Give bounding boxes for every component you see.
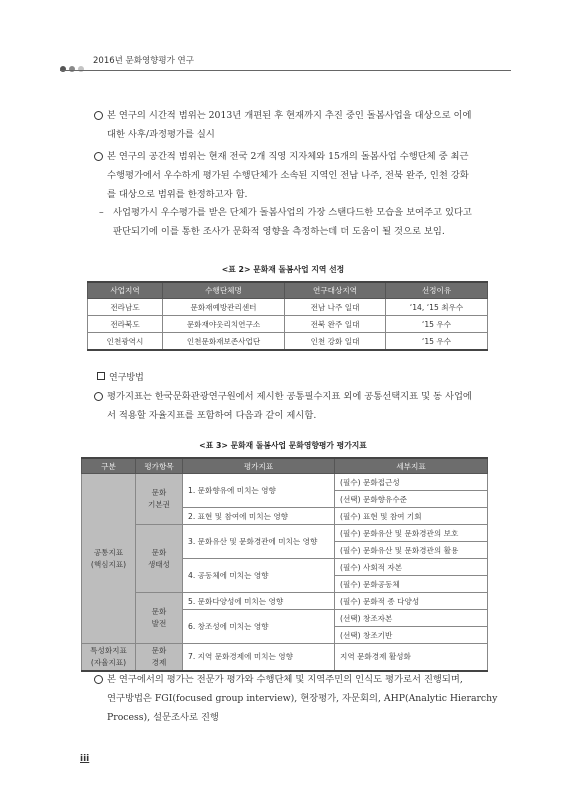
dash-bullet-icon: – xyxy=(99,207,104,218)
category-label: 특성화지표 xyxy=(90,645,127,655)
column-header: 평가지표 xyxy=(183,458,335,474)
text-line: Process), 설문조사로 진행 xyxy=(107,712,219,723)
paragraph-indicators xyxy=(107,387,472,425)
indicator-cell: 2. 표현 및 참여에 미치는 영향 xyxy=(183,508,335,525)
table-cell: 전북 완주 일대 xyxy=(285,316,386,333)
text-line: 평가지표는 한국문화관광연구원에서 제시한 공통필수지표 외에 공통선택지표 및 동 사업에 xyxy=(107,391,472,402)
text-line: 본 연구의 공간적 범위는 현재 전국 2개 직영 지자체와 15개의 돌봄사업 수행단체 중 최근 xyxy=(107,151,469,162)
dot-icon xyxy=(60,66,66,72)
indicator-cell: 3. 문화유산 및 문화경관에 미치는 영향 xyxy=(183,525,335,559)
item-label: 문화 xyxy=(151,488,167,497)
item-label: 문화 xyxy=(151,645,167,655)
paragraph-dash-note xyxy=(113,203,472,241)
text-line: 연구방법은 FGI(focused group interview), 현장평가, 자문회의, AHP(Analytic Hierarchy xyxy=(107,693,498,704)
table-cell: 문화재예방관리센터 xyxy=(163,299,285,316)
table-cell: 인천광역시 xyxy=(88,333,163,351)
indicator-cell: 6. 창조성에 미치는 영향 xyxy=(183,610,335,644)
header-title: 2016년 문화영향평가 연구 xyxy=(93,56,194,66)
table-row xyxy=(82,474,488,491)
indicator-cell: 1. 문화향유에 미치는 영향 xyxy=(183,474,335,508)
detail-cell: (선택) 문화향유수준 xyxy=(335,491,488,508)
detail-cell: (필수) 사회적 자본 xyxy=(335,559,488,576)
column-header: 연구대상지역 xyxy=(285,282,386,299)
category-label: (핵심지표) xyxy=(90,559,127,569)
column-header: 사업지역 xyxy=(88,282,163,299)
dot-icon xyxy=(78,66,84,72)
detail-cell: 지역 문화경제 활성화 xyxy=(335,644,488,671)
item-cell xyxy=(136,593,183,644)
text-line: 본 연구의 시간적 범위는 2013년 개편된 후 현재까지 추진 중인 돌봄사업을 대상으로 이에 xyxy=(107,110,472,121)
page-number: iii xyxy=(80,754,90,764)
table-header-row xyxy=(82,458,488,474)
paragraph-method-description xyxy=(107,670,497,727)
detail-cell: (선택) 창조자본 xyxy=(335,610,488,627)
column-header: 수행단체명 xyxy=(163,282,285,299)
running-header xyxy=(60,54,511,68)
table2-caption: <표 2> 문화재 돌봄사업 지역 선정 xyxy=(221,265,345,274)
detail-cell: (필수) 문화유산 및 문화경관의 활용 xyxy=(335,542,488,559)
category-label: 공통지표 xyxy=(93,547,124,557)
text-line: 본 연구에서의 평가는 전문가 평가와 수행단체 및 지역주민의 인식도 평가로서 진행되며, xyxy=(107,674,463,685)
category-label: (자율지표) xyxy=(90,657,127,667)
table-cell: 인천문화재보존사업단 xyxy=(163,333,285,351)
text-line: 판단되기에 이를 통한 조사가 문화적 영향을 측정하는데 더 도움이 될 것으로 보임. xyxy=(113,226,445,237)
table-cell: 문화재야옷리치연구소 xyxy=(163,316,285,333)
detail-cell: (필수) 문화접근성 xyxy=(335,474,488,491)
section-heading-method: 연구방법 xyxy=(109,373,144,383)
table-row xyxy=(88,333,488,351)
column-header: 선정이유 xyxy=(386,282,488,299)
paragraph-scope-space xyxy=(107,147,469,204)
table-cell: 전라북도 xyxy=(88,316,163,333)
header-dots xyxy=(60,57,87,76)
circle-bullet-icon xyxy=(94,392,103,401)
table-row xyxy=(82,644,488,671)
table-row xyxy=(88,299,488,316)
indicator-cell: 4. 공동체에 미치는 영향 xyxy=(183,559,335,593)
text-line: 사업평가시 우수평가를 받은 단체가 돌봄사업의 가장 스탠다드한 모습을 보여주고 있다고 xyxy=(113,207,472,218)
table-cell: 전라남도 xyxy=(88,299,163,316)
table-header-row xyxy=(88,282,488,299)
paragraph-scope-time xyxy=(107,106,471,144)
square-bullet-icon xyxy=(97,372,105,380)
text-line: 서 적용할 자율지표를 포함하여 다음과 같이 제시함. xyxy=(107,410,317,421)
column-header: 평가항목 xyxy=(136,458,183,474)
table-region-selection xyxy=(87,281,488,351)
table-cell: 인천 강화 일대 xyxy=(285,333,386,351)
circle-bullet-icon xyxy=(94,675,103,684)
table-row xyxy=(82,593,488,610)
item-label: 발전 xyxy=(151,619,167,628)
indicator-cell: 7. 지역 문화경제에 미치는 영향 xyxy=(183,644,335,671)
category-cell xyxy=(82,644,136,671)
detail-cell: (필수) 문화유산 및 문화경관의 보호 xyxy=(335,525,488,542)
table3-caption: <표 3> 문화재 돌봄사업 문화영향평가 평가지표 xyxy=(199,441,367,450)
detail-cell: (필수) 표현 및 참여 기회 xyxy=(335,508,488,525)
table-cell: ‘15 우수 xyxy=(386,333,488,351)
detail-cell: (선택) 창조기반 xyxy=(335,627,488,644)
item-label: 생태성 xyxy=(147,559,170,569)
detail-cell: (필수) 문화적 종 다양성 xyxy=(335,593,488,610)
detail-cell: (필수) 문화공동체 xyxy=(335,576,488,593)
table-row xyxy=(82,525,488,542)
column-header: 구분 xyxy=(82,458,136,474)
indicator-cell: 5. 문화다양성에 미치는 영향 xyxy=(183,593,335,610)
circle-bullet-icon xyxy=(94,111,103,120)
column-header: 세부지표 xyxy=(335,458,488,474)
circle-bullet-icon xyxy=(94,152,103,161)
text-line: 대한 사후/과정평가를 실시 xyxy=(107,129,215,140)
dot-icon xyxy=(69,66,75,72)
table-cell: 전남 나주 일대 xyxy=(285,299,386,316)
item-label: 경제 xyxy=(151,657,167,667)
category-cell xyxy=(82,474,136,644)
table-cell: ‘15 우수 xyxy=(386,316,488,333)
item-label: 문화 xyxy=(151,547,167,557)
table-cell: ‘14, ‘15 최우수 xyxy=(386,299,488,316)
item-cell xyxy=(136,474,183,525)
header-divider xyxy=(60,70,511,71)
item-label: 기본권 xyxy=(147,500,170,509)
text-line: 수행평가에서 우수하게 평가된 수행단체가 소속된 지역인 전남 나주, 전북 완주, 인천 강화 xyxy=(107,170,469,181)
item-label: 문화 xyxy=(151,607,167,616)
item-cell xyxy=(136,644,183,671)
table-evaluation-indicators xyxy=(81,457,488,672)
table-row xyxy=(88,316,488,333)
item-cell xyxy=(136,525,183,593)
text-line: 를 대상으로 범위를 한정하고자 함. xyxy=(107,189,248,200)
